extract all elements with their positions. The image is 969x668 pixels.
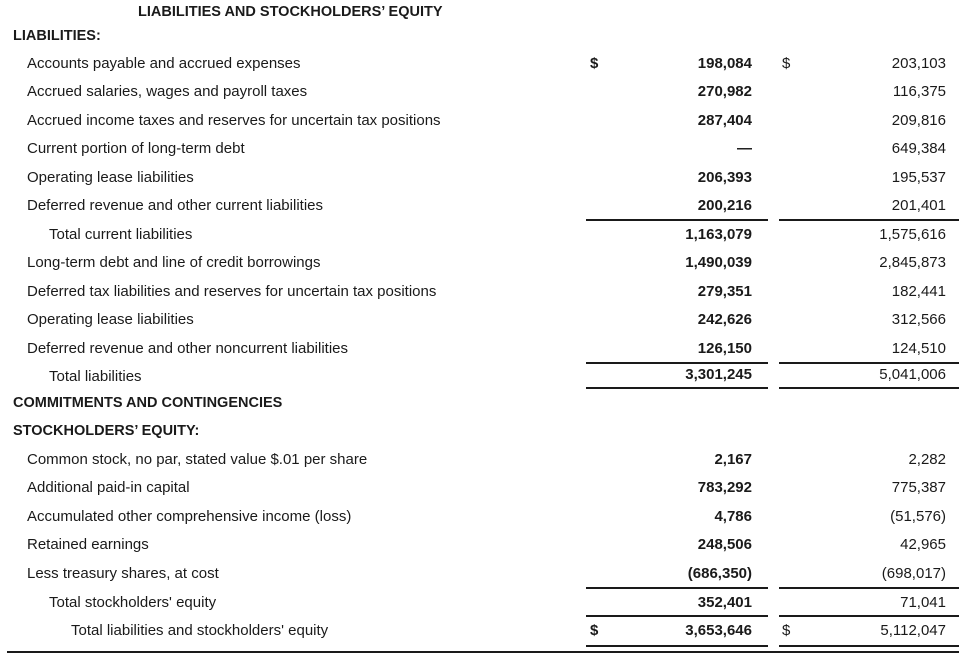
row-label: Operating lease liabilities <box>27 311 194 328</box>
row-label: Retained earnings <box>27 536 149 553</box>
prior-value: 1,575,616 <box>879 226 946 243</box>
current-value: 1,490,039 <box>685 254 752 271</box>
current-value: 126,150 <box>697 340 752 357</box>
prior-value: 124,510 <box>891 340 946 357</box>
current-value: 279,351 <box>697 283 752 300</box>
current-value: 242,626 <box>697 311 752 328</box>
commitments-header: COMMITMENTS AND CONTINGENCIES <box>13 395 283 411</box>
equity-header: STOCKHOLDERS’ EQUITY: <box>13 423 200 439</box>
prior-value: 2,282 <box>908 451 946 468</box>
prior-value: 649,384 <box>891 140 946 157</box>
liabilities-header: LIABILITIES: <box>13 28 101 44</box>
prior-value: (51,576) <box>890 508 946 525</box>
prior-value: 5,041,006 <box>879 366 946 383</box>
subtotal-rule <box>586 219 768 221</box>
current-value: 270,982 <box>697 83 752 100</box>
current-value: — <box>737 140 752 157</box>
currency-symbol: $ <box>782 622 791 639</box>
prior-value: 71,041 <box>900 594 946 611</box>
currency-symbol: $ <box>590 55 599 72</box>
prior-value: 201,401 <box>891 197 946 214</box>
prior-value: 2,845,873 <box>879 254 946 271</box>
current-value: 4,786 <box>714 508 752 525</box>
row-label: Accumulated other comprehensive income (loss) <box>27 508 352 525</box>
currency-symbol: $ <box>590 622 599 639</box>
double-rule <box>7 651 959 653</box>
current-value: 198,084 <box>697 55 752 72</box>
row-label: Current portion of long-term debt <box>27 140 245 157</box>
currency-symbol: $ <box>782 55 791 72</box>
current-value: 248,506 <box>697 536 752 553</box>
row-label: Total liabilities and stockholders' equity <box>71 622 329 639</box>
subtotal-rule <box>586 362 768 364</box>
row-label: Accounts payable and accrued expenses <box>27 55 301 72</box>
current-value: 206,393 <box>697 169 752 186</box>
row-label: Operating lease liabilities <box>27 169 194 186</box>
current-value: 2,167 <box>714 451 752 468</box>
row-label: Total stockholders' equity <box>49 594 217 611</box>
prior-value: 116,375 <box>892 83 946 100</box>
prior-value: 195,537 <box>891 169 946 186</box>
total-rule <box>779 387 959 389</box>
double-rule <box>586 645 768 647</box>
row-label: Deferred tax liabilities and reserves for uncertain tax positions <box>27 283 437 300</box>
row-label: Total liabilities <box>49 368 142 385</box>
prior-value: (698,017) <box>881 565 946 582</box>
current-value: 783,292 <box>697 479 752 496</box>
section-title: LIABILITIES AND STOCKHOLDERS’ EQUITY <box>138 4 443 20</box>
row-label: Additional paid-in capital <box>27 479 190 496</box>
row-label: Accrued income taxes and reserves for uncertain tax positions <box>27 112 441 129</box>
current-value: 3,301,245 <box>685 366 752 383</box>
prior-value: 42,965 <box>900 536 946 553</box>
row-label: Accrued salaries, wages and payroll taxes <box>27 83 308 100</box>
current-value: (686,350) <box>687 565 752 582</box>
row-label: Common stock, no par, stated value $.01 per share <box>27 451 368 468</box>
subtotal-rule <box>779 587 959 589</box>
prior-value: 775,387 <box>891 479 946 496</box>
prior-value: 209,816 <box>891 112 946 129</box>
subtotal-rule <box>586 615 768 617</box>
subtotal-rule <box>586 587 768 589</box>
current-value: 1,163,079 <box>685 226 752 243</box>
row-label: Less treasury shares, at cost <box>27 565 219 582</box>
prior-value: 5,112,047 <box>880 622 946 639</box>
prior-value: 203,103 <box>891 55 946 72</box>
row-label: Deferred revenue and other noncurrent liabilities <box>27 340 349 357</box>
row-label: Deferred revenue and other current liabilities <box>27 197 323 214</box>
row-label: Long-term debt and line of credit borrowings <box>27 254 321 271</box>
subtotal-rule <box>779 615 959 617</box>
double-rule <box>779 645 959 647</box>
prior-value: 312,566 <box>891 311 946 328</box>
prior-value: 182,441 <box>891 283 946 300</box>
current-value: 352,401 <box>697 594 752 611</box>
current-value: 3,653,646 <box>685 622 752 639</box>
row-label: Total current liabilities <box>49 226 193 243</box>
subtotal-rule <box>779 219 959 221</box>
current-value: 200,216 <box>697 197 752 214</box>
current-value: 287,404 <box>697 112 752 129</box>
total-rule <box>586 387 768 389</box>
subtotal-rule <box>779 362 959 364</box>
